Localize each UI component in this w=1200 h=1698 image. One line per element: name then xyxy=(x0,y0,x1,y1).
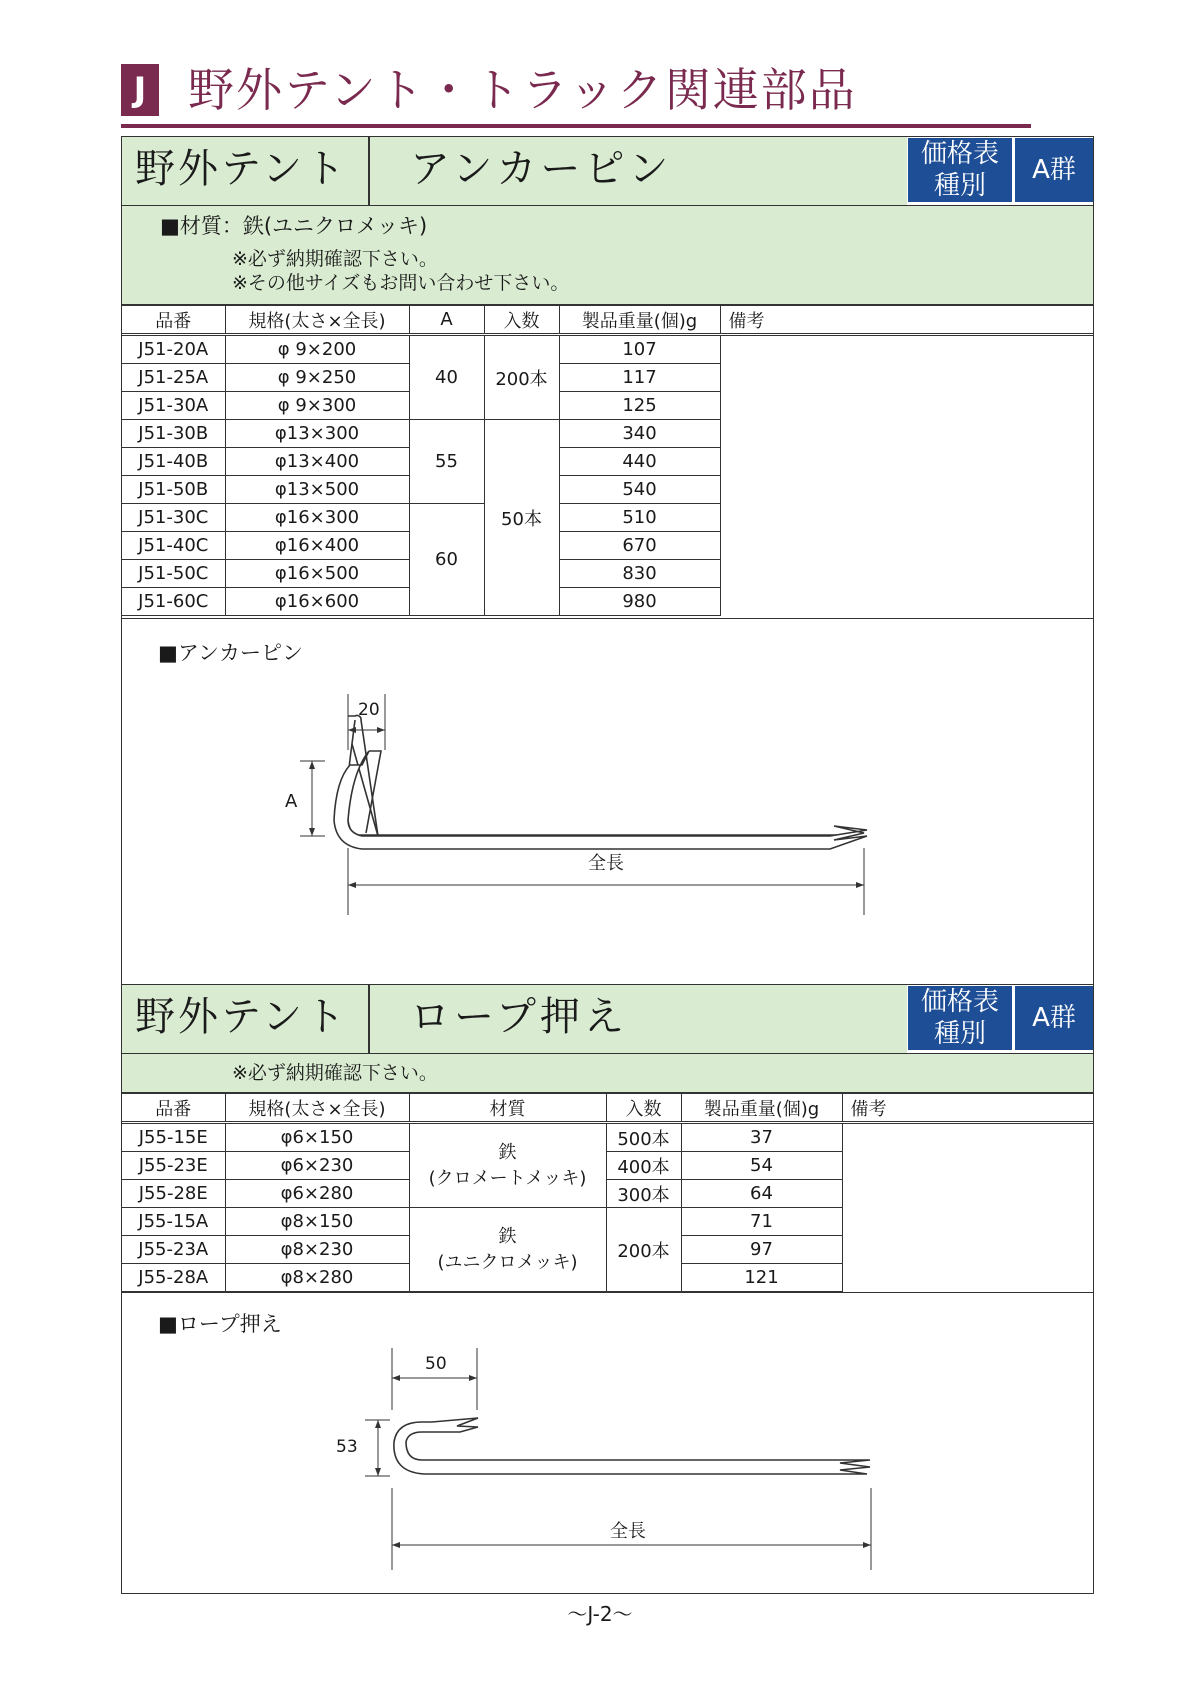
weight: 37 xyxy=(681,1123,842,1152)
spec: φ8×280 xyxy=(225,1264,409,1292)
dimension-label-side: 53 xyxy=(336,1437,358,1457)
spec: φ16×400 xyxy=(225,532,409,560)
dimension-label-top: 20 xyxy=(358,700,380,720)
anchor-pin-spec-table xyxy=(122,305,1093,616)
anchor-pin-category: 野外テント xyxy=(135,146,348,192)
spec: φ13×500 xyxy=(225,476,409,504)
weight: 125 xyxy=(559,392,720,420)
dimension-label-length: 全長 xyxy=(610,1521,646,1542)
rope-stopper-category: 野外テント xyxy=(135,994,348,1040)
note-line: ※その他サイズもお問い合わせ下さい。 xyxy=(232,272,570,294)
spec: φ 9×200 xyxy=(225,335,409,364)
col-header: 規格(太さ×全長) xyxy=(225,306,409,335)
weight: 670 xyxy=(559,532,720,560)
anchor-pin-outline xyxy=(347,715,842,837)
spec: φ16×500 xyxy=(225,560,409,588)
spec: φ16×600 xyxy=(225,588,409,616)
col-header: 品番 xyxy=(122,306,225,335)
table-header-row xyxy=(122,1094,1093,1123)
spec: φ 9×300 xyxy=(225,392,409,420)
spec: φ6×230 xyxy=(225,1152,409,1180)
material-line: 鉄 xyxy=(498,1225,517,1247)
quantity: 200本 xyxy=(606,1208,681,1292)
dimension-label-side: A xyxy=(285,791,298,812)
part-code: J55-28A xyxy=(122,1264,225,1292)
spec: φ8×230 xyxy=(225,1236,409,1264)
weight: 440 xyxy=(559,448,720,476)
material-cell xyxy=(409,1123,606,1208)
dimension-label-length: 全長 xyxy=(588,853,624,874)
section-rule xyxy=(121,124,1031,128)
col-header: 備考 xyxy=(720,306,1093,335)
note-line: ※必ず納期確認下さい。 xyxy=(232,248,438,270)
header-divider xyxy=(368,137,370,205)
header-divider xyxy=(368,985,370,1053)
anchor-pin-diagram-caption: ■アンカーピン xyxy=(158,641,304,665)
note-line: ※必ず納期確認下さい。 xyxy=(232,1062,438,1084)
rope-stopper-diagram-caption: ■ロープ押え xyxy=(158,1312,282,1336)
quantity: 50本 xyxy=(484,420,559,616)
part-code: J55-23A xyxy=(122,1236,225,1264)
part-code: J51-30C xyxy=(122,504,225,532)
material-text: ■材質：鉄(ユニクロメッキ) xyxy=(160,214,428,238)
spec: φ6×150 xyxy=(225,1123,409,1152)
material-line: (クロメートメッキ) xyxy=(428,1167,587,1189)
price-group-badge: A群 xyxy=(1015,986,1093,1050)
weight: 121 xyxy=(681,1264,842,1292)
material-cell xyxy=(409,1208,606,1292)
part-code: J55-15A xyxy=(122,1208,225,1236)
section-badge: J xyxy=(121,64,159,116)
weight: 107 xyxy=(559,335,720,364)
rope-stopper-diagram xyxy=(122,1340,1093,1590)
col-header: 備考 xyxy=(842,1094,1093,1123)
divider xyxy=(122,1292,1093,1293)
dimension-lines xyxy=(300,694,864,915)
col-header: 規格(太さ×全長) xyxy=(225,1094,409,1123)
table-row xyxy=(122,1123,1093,1152)
quantity: 400本 xyxy=(606,1152,681,1180)
part-code: J51-20A xyxy=(122,335,225,364)
dimension-arrows xyxy=(309,727,864,888)
weight: 540 xyxy=(559,476,720,504)
page-number: 〜J-2〜 xyxy=(567,1602,633,1626)
part-code: J51-30A xyxy=(122,392,225,420)
col-header: 製品重量(個)g xyxy=(559,306,720,335)
anchor-pin-diagram xyxy=(122,680,1093,980)
col-header: 品番 xyxy=(122,1094,225,1123)
quantity: 500本 xyxy=(606,1123,681,1152)
part-code: J51-40C xyxy=(122,532,225,560)
col-header: 材質 xyxy=(409,1094,606,1123)
price-type-label xyxy=(908,986,1012,1050)
rope-stopper-spec-table xyxy=(122,1093,1093,1292)
remarks-cell xyxy=(842,1123,1093,1292)
price-label-line2: 種別 xyxy=(933,171,986,201)
part-code: J51-50B xyxy=(122,476,225,504)
quantity: 300本 xyxy=(606,1180,681,1208)
part-code: J55-28E xyxy=(122,1180,225,1208)
weight: 64 xyxy=(681,1180,842,1208)
weight: 54 xyxy=(681,1152,842,1180)
col-header: 製品重量(個)g xyxy=(681,1094,842,1123)
rope-stopper-shape xyxy=(394,1418,870,1474)
part-code: J51-25A xyxy=(122,364,225,392)
weight: 97 xyxy=(681,1236,842,1264)
price-label-line2: 種別 xyxy=(933,1019,986,1049)
spec: φ6×280 xyxy=(225,1180,409,1208)
a-value: 40 xyxy=(409,335,484,420)
section-title: 野外テント・トラック関連部品 xyxy=(188,63,857,117)
a-value: 60 xyxy=(409,504,484,616)
part-code: J55-15E xyxy=(122,1123,225,1152)
part-code: J55-23E xyxy=(122,1152,225,1180)
price-group-badge: A群 xyxy=(1015,138,1093,202)
weight: 71 xyxy=(681,1208,842,1236)
weight: 980 xyxy=(559,588,720,616)
part-code: J51-40B xyxy=(122,448,225,476)
part-code: J51-50C xyxy=(122,560,225,588)
remarks-cell xyxy=(720,335,1093,616)
dimension-label-top: 50 xyxy=(425,1354,447,1374)
table-row xyxy=(122,335,1093,364)
weight: 830 xyxy=(559,560,720,588)
divider xyxy=(122,618,1093,619)
spec: φ13×300 xyxy=(225,420,409,448)
material-line: (ユニクロメッキ) xyxy=(437,1251,578,1273)
weight: 117 xyxy=(559,364,720,392)
part-code: J51-60C xyxy=(122,588,225,616)
material-line: 鉄 xyxy=(498,1141,517,1163)
col-header: 入数 xyxy=(606,1094,681,1123)
col-header: A xyxy=(409,306,484,335)
part-code: J51-30B xyxy=(122,420,225,448)
col-header: 入数 xyxy=(484,306,559,335)
spec: φ16×300 xyxy=(225,504,409,532)
a-value: 55 xyxy=(409,420,484,504)
price-type-label xyxy=(908,138,1012,202)
price-label-line1: 価格表 xyxy=(920,987,999,1017)
anchor-pin-product-name: アンカーピン xyxy=(410,146,673,192)
weight: 340 xyxy=(559,420,720,448)
weight: 510 xyxy=(559,504,720,532)
rope-stopper-product-name: ロープ押え xyxy=(410,994,628,1040)
price-label-line1: 価格表 xyxy=(920,139,999,169)
spec: φ 9×250 xyxy=(225,364,409,392)
quantity: 200本 xyxy=(484,335,559,420)
spec: φ13×400 xyxy=(225,448,409,476)
table-header-row xyxy=(122,306,1093,335)
spec: φ8×150 xyxy=(225,1208,409,1236)
